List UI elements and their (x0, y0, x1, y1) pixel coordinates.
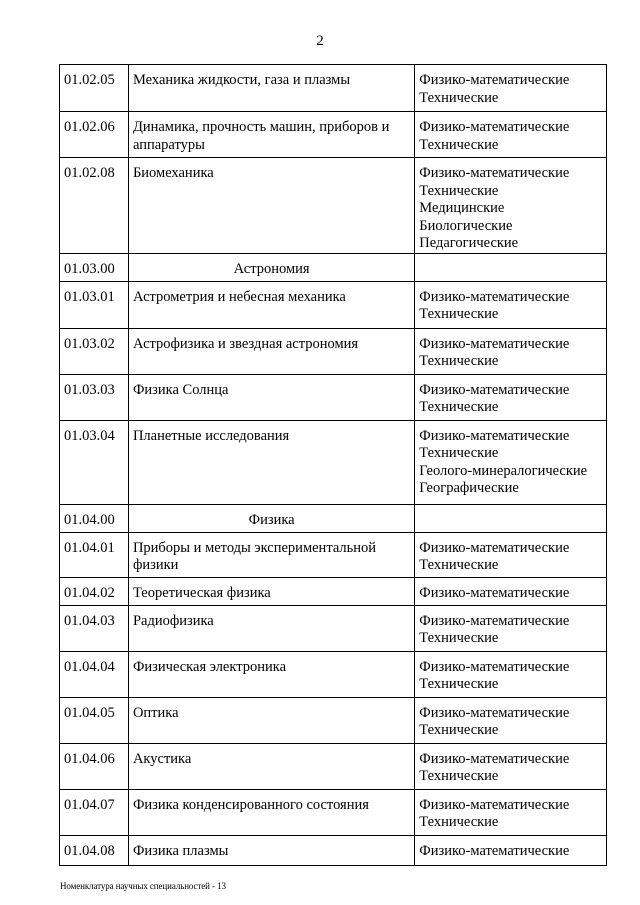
science-branch: Технические (419, 676, 499, 692)
specialty-code: 01.04.04 (60, 651, 129, 697)
science-branch: Физико-математические (419, 381, 570, 398)
table-row (60, 112, 607, 158)
science-branch: Физико-математические (419, 335, 570, 352)
specialty-name: Физическая электроника (128, 651, 414, 697)
section-row (60, 253, 607, 281)
specialty-code: 01.03.01 (60, 281, 129, 328)
science-branch: Технические (419, 89, 499, 106)
science-branches (415, 605, 607, 651)
science-branch: Технические (419, 768, 499, 784)
section-row (60, 504, 607, 532)
table-row (60, 158, 607, 254)
specialty-name: Радиофизика (128, 605, 414, 651)
science-branch: Географические (419, 480, 519, 496)
science-branch: Физико-математические (419, 658, 570, 675)
science-branches (415, 577, 607, 605)
specialty-code: 01.02.08 (60, 158, 129, 254)
table-row (60, 65, 607, 112)
science-branches (415, 374, 607, 420)
table-row (60, 328, 607, 374)
science-branch: Педагогические (419, 235, 519, 251)
specialty-code: 01.04.05 (60, 697, 129, 743)
science-branch: Геолого-минералогические (419, 462, 588, 479)
table-row (60, 532, 607, 577)
specialty-name: Теоретическая физика (128, 577, 414, 605)
science-branch: Технические (419, 630, 499, 646)
specialty-code: 01.04.00 (60, 504, 129, 532)
table-row (60, 281, 607, 328)
specialty-name: Приборы и методы экспериментальной физики (128, 532, 414, 577)
section-title: Астрономия (128, 253, 414, 281)
table-row (60, 605, 607, 651)
science-branch: Технические (419, 445, 499, 461)
science-branch: Физико-математические (419, 796, 570, 813)
table-row (60, 697, 607, 743)
specialty-name: Оптика (128, 697, 414, 743)
specialty-code: 01.04.06 (60, 743, 129, 789)
science-branches (415, 281, 607, 328)
table-row (60, 835, 607, 865)
specialty-name: Динамика, прочность машин, приборов и аппаратуры (128, 112, 414, 158)
science-branches (415, 504, 607, 532)
table-row (60, 577, 607, 605)
science-branches (415, 835, 607, 865)
specialty-name: Астрофизика и звездная астрономия (128, 328, 414, 374)
specialty-name: Астрометрия и небесная механика (128, 281, 414, 328)
science-branches (415, 253, 607, 281)
science-branch: Физико-математические (419, 842, 570, 859)
specialty-name: Физика конденсированного состояния (128, 789, 414, 835)
specialty-code: 01.03.00 (60, 253, 129, 281)
table-row (60, 374, 607, 420)
specialty-name: Акустика (128, 743, 414, 789)
specialty-code: 01.04.07 (60, 789, 129, 835)
science-branch: Технические (419, 136, 499, 153)
specialty-name: Физика плазмы (128, 835, 414, 865)
science-branch: Физико-математические (419, 119, 570, 135)
table-row (60, 743, 607, 789)
specialty-name: Физика Солнца (128, 374, 414, 420)
science-branch: Технические (419, 399, 499, 415)
science-branches (415, 420, 607, 504)
science-branch: Технические (419, 353, 499, 369)
page-number: 2 (316, 33, 324, 49)
specialty-code: 01.03.04 (60, 420, 129, 504)
science-branch: Физико-математические (419, 72, 570, 88)
specialty-name: Биомеханика (128, 158, 414, 254)
science-branch: Технические (419, 814, 499, 830)
science-branches (415, 789, 607, 835)
specialties-table (59, 64, 607, 866)
science-branches (415, 697, 607, 743)
science-branch: Технические (419, 557, 499, 573)
science-branch: Технические (419, 722, 499, 738)
science-branch: Физико-математические (419, 704, 570, 721)
science-branches (415, 65, 607, 112)
science-branch: Физико-математические (419, 539, 570, 556)
table-row (60, 651, 607, 697)
science-branch: Физико-математические (419, 612, 570, 629)
specialty-code: 01.04.08 (60, 835, 129, 865)
science-branch: Медицинские (419, 200, 505, 216)
science-branch: Физико-математические (419, 288, 570, 305)
science-branches (415, 651, 607, 697)
science-branches (415, 112, 607, 158)
specialty-code: 01.04.01 (60, 532, 129, 577)
specialty-name: Механика жидкости, газа и плазмы (128, 65, 414, 112)
table-row (60, 420, 607, 504)
table-row (60, 789, 607, 835)
specialty-code: 01.02.06 (60, 112, 129, 158)
science-branch: Технические (419, 182, 499, 199)
science-branch: Биологические (419, 217, 513, 234)
science-branch: Физико-математические (419, 584, 570, 601)
table-body (60, 65, 607, 866)
science-branches (415, 743, 607, 789)
specialty-code: 01.04.03 (60, 605, 129, 651)
science-branches (415, 158, 607, 254)
specialty-code: 01.04.02 (60, 577, 129, 605)
science-branches (415, 532, 607, 577)
science-branch: Технические (419, 306, 499, 322)
science-branch: Физико-математические (419, 750, 570, 767)
science-branches (415, 328, 607, 374)
specialty-code: 01.03.02 (60, 328, 129, 374)
science-branch: Физико-математические (419, 427, 570, 444)
specialty-name: Планетные исследования (128, 420, 414, 504)
section-title: Физика (128, 504, 414, 532)
footer-text: Номенклатура научных специальностей - 13 (60, 881, 226, 891)
specialty-code: 01.03.03 (60, 374, 129, 420)
science-branch: Физико-математические (419, 165, 570, 181)
specialty-code: 01.02.05 (60, 65, 129, 112)
